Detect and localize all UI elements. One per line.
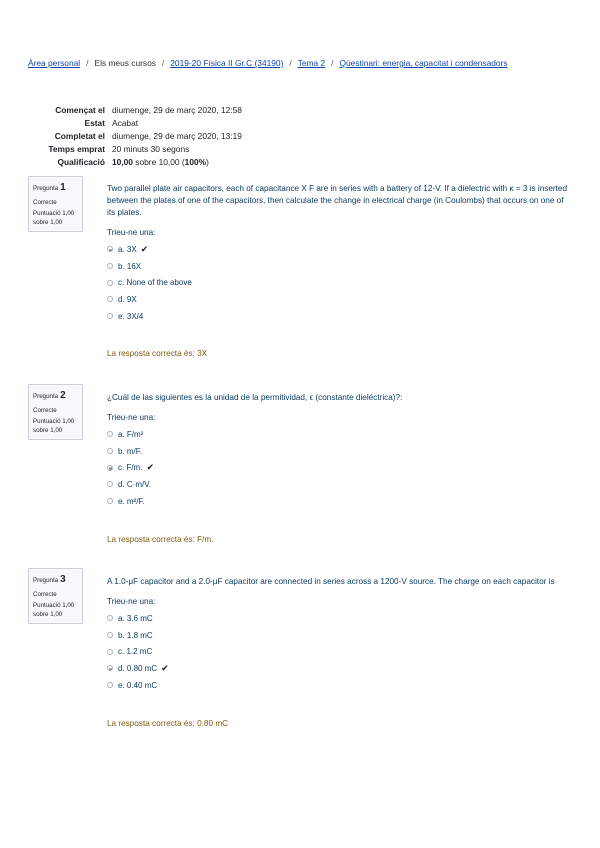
answer-option-label: e. m²/F. bbox=[118, 496, 145, 506]
answer-option-label: d. C·m/V. bbox=[118, 479, 152, 489]
breadcrumb-separator: / bbox=[289, 58, 292, 68]
question-content bbox=[107, 183, 570, 324]
question-mark: Puntuació 1,00 sobre 1,00 bbox=[33, 210, 75, 227]
answer-option-label: e. 3X/4 bbox=[118, 311, 144, 321]
radio-button-icon[interactable] bbox=[107, 649, 113, 655]
question-text: A 1.0-μF capacitor and a 2.0-μF capacitor are connected in series across a 1200-V source. The charge on each capacitor is bbox=[107, 577, 555, 586]
summary-value: diumenge, 29 de març 2020, 13:19 bbox=[112, 131, 242, 142]
answer-option[interactable] bbox=[107, 660, 570, 677]
radio-button-icon[interactable] bbox=[107, 280, 113, 286]
summary-label: Completat el bbox=[54, 131, 105, 142]
question-number bbox=[33, 389, 78, 404]
answer-option-label: b. 16X bbox=[118, 261, 142, 271]
summary-value: diumenge, 29 de març 2020, 12:58 bbox=[112, 105, 242, 116]
radio-button-icon[interactable] bbox=[107, 431, 113, 437]
radio-button-icon[interactable] bbox=[107, 682, 113, 688]
breadcrumb-home-link[interactable]: Àrea personal bbox=[28, 58, 81, 68]
radio-button-icon[interactable] bbox=[107, 465, 113, 471]
radio-button-icon[interactable] bbox=[107, 246, 113, 252]
question-text: Two parallel plate air capacitors, each of capacitance X F are in series with a battery of 12-V. If a dielectric with κ = 3 is inserted between the plates of one of the capacitors, then calculate the change in electrical charge (in Coulombs) that occurs on one of its plates. bbox=[107, 184, 568, 217]
grade-rest: sobre 10,00 ( bbox=[135, 157, 185, 168]
question-number-value: 1 bbox=[60, 182, 66, 193]
answer-option[interactable] bbox=[107, 677, 570, 694]
summary-row-completed bbox=[28, 130, 242, 143]
question-state: Correcte bbox=[33, 590, 57, 598]
summary-label: Temps emprat bbox=[48, 144, 105, 155]
summary-row-state bbox=[28, 117, 242, 130]
radio-button-icon[interactable] bbox=[107, 263, 113, 269]
question-info-box bbox=[28, 176, 83, 232]
question-state: Correcte bbox=[33, 406, 57, 414]
answer-option[interactable] bbox=[107, 291, 570, 308]
radio-button-icon[interactable] bbox=[107, 615, 113, 621]
answer-option-label: e. 0.40 mC bbox=[118, 680, 158, 690]
summary-label: Estat bbox=[84, 118, 105, 129]
answer-option-label: a. F/m² bbox=[118, 429, 144, 439]
answer-option[interactable] bbox=[107, 459, 570, 476]
answer-options bbox=[107, 610, 570, 693]
summary-value bbox=[112, 156, 242, 169]
answer-option-label: c. F/m. bbox=[118, 463, 143, 473]
breadcrumb-separator: / bbox=[331, 58, 334, 68]
answer-option[interactable] bbox=[107, 493, 570, 510]
question-number-label: Pregunta bbox=[33, 577, 59, 584]
question-mark: Puntuació 1,00 sobre 1,00 bbox=[33, 418, 75, 435]
check-icon: ✔ bbox=[140, 243, 149, 254]
answer-option-label: a. 3X bbox=[118, 244, 137, 254]
summary-label: Qualificació bbox=[57, 157, 105, 168]
radio-button-icon[interactable] bbox=[107, 665, 113, 671]
grade-close: ) bbox=[206, 157, 209, 168]
question-number bbox=[33, 573, 78, 588]
answer-options bbox=[107, 426, 570, 509]
answer-option[interactable] bbox=[107, 627, 570, 644]
answer-option[interactable] bbox=[107, 476, 570, 493]
check-icon: ✔ bbox=[161, 662, 169, 673]
question-content bbox=[107, 576, 570, 693]
radio-button-icon[interactable] bbox=[107, 481, 113, 487]
radio-button-icon[interactable] bbox=[107, 313, 113, 319]
question-state: Correcte bbox=[33, 198, 57, 206]
summary-label: Començat el bbox=[55, 105, 105, 116]
correct-answer-feedback: La resposta correcta és: F/m. bbox=[107, 535, 214, 544]
correct-answer-feedback: La resposta correcta és: 0.80 mC bbox=[107, 719, 229, 728]
question-number-value: 3 bbox=[60, 574, 66, 585]
breadcrumb-separator: / bbox=[86, 58, 89, 68]
answer-option-label: d. 0.80 mC bbox=[118, 663, 158, 673]
question-info-box bbox=[28, 568, 83, 624]
answer-option[interactable] bbox=[107, 241, 570, 258]
breadcrumb bbox=[28, 58, 508, 68]
question-number-label: Pregunta bbox=[33, 185, 59, 192]
question-text: ¿Cuál de las siguientes es la unidad de la permitividad, ϵ (constante dieléctrica)?: bbox=[107, 393, 403, 402]
answer-option-label: a. 3.6 mC bbox=[118, 613, 153, 623]
answer-option-label: d. 9X bbox=[118, 294, 137, 304]
answer-option-label: b. m/F. bbox=[118, 446, 143, 456]
attempt-summary-table bbox=[28, 104, 242, 169]
grade-score: 10,00 bbox=[112, 157, 133, 168]
answer-option-label: c. None of the above bbox=[118, 278, 192, 288]
breadcrumb-course-link[interactable]: 2019-20 Física II Gr.C (34190) bbox=[170, 58, 284, 68]
answer-option[interactable] bbox=[107, 443, 570, 460]
radio-button-icon[interactable] bbox=[107, 296, 113, 302]
answer-option[interactable] bbox=[107, 426, 570, 443]
breadcrumb-topic-link[interactable]: Tema 2 bbox=[297, 58, 326, 68]
answer-prompt: Trieu-ne una: bbox=[107, 413, 156, 422]
answer-options bbox=[107, 241, 570, 324]
summary-row-grade bbox=[28, 156, 242, 169]
radio-button-icon[interactable] bbox=[107, 498, 113, 504]
question-mark: Puntuació 1,00 sobre 1,00 bbox=[33, 602, 75, 619]
question-content bbox=[107, 392, 570, 509]
question-number bbox=[33, 181, 78, 196]
answer-prompt: Trieu-ne una: bbox=[107, 597, 156, 606]
answer-prompt: Trieu-ne una: bbox=[107, 228, 156, 237]
summary-value: 20 minuts 30 segons bbox=[112, 144, 190, 155]
question-info-box bbox=[28, 384, 83, 440]
question-number-label: Pregunta bbox=[33, 393, 59, 400]
answer-option[interactable] bbox=[107, 274, 570, 291]
breadcrumb-courses: Els meus cursos bbox=[94, 58, 156, 68]
check-icon: ✔ bbox=[146, 462, 154, 473]
radio-button-icon[interactable] bbox=[107, 632, 113, 638]
summary-row-started bbox=[28, 104, 242, 117]
breadcrumb-separator: / bbox=[161, 58, 165, 68]
answer-option-label: c. 1.2 mC bbox=[118, 647, 153, 657]
summary-value: Acabat bbox=[112, 118, 139, 129]
answer-option[interactable] bbox=[107, 258, 570, 275]
answer-option-label: b. 1.8 mC bbox=[118, 630, 153, 640]
answer-option[interactable] bbox=[107, 643, 570, 660]
correct-answer-feedback: La resposta correcta és: 3X bbox=[107, 349, 208, 358]
radio-button-icon[interactable] bbox=[107, 448, 113, 454]
breadcrumb-quiz-link[interactable]: Qüestinari: energia, capacitat i condensadors bbox=[339, 58, 508, 68]
answer-option[interactable] bbox=[107, 308, 570, 325]
answer-option[interactable] bbox=[107, 610, 570, 627]
question-number-value: 2 bbox=[60, 390, 66, 401]
summary-row-time bbox=[28, 143, 242, 156]
grade-percent: 100% bbox=[184, 157, 207, 168]
